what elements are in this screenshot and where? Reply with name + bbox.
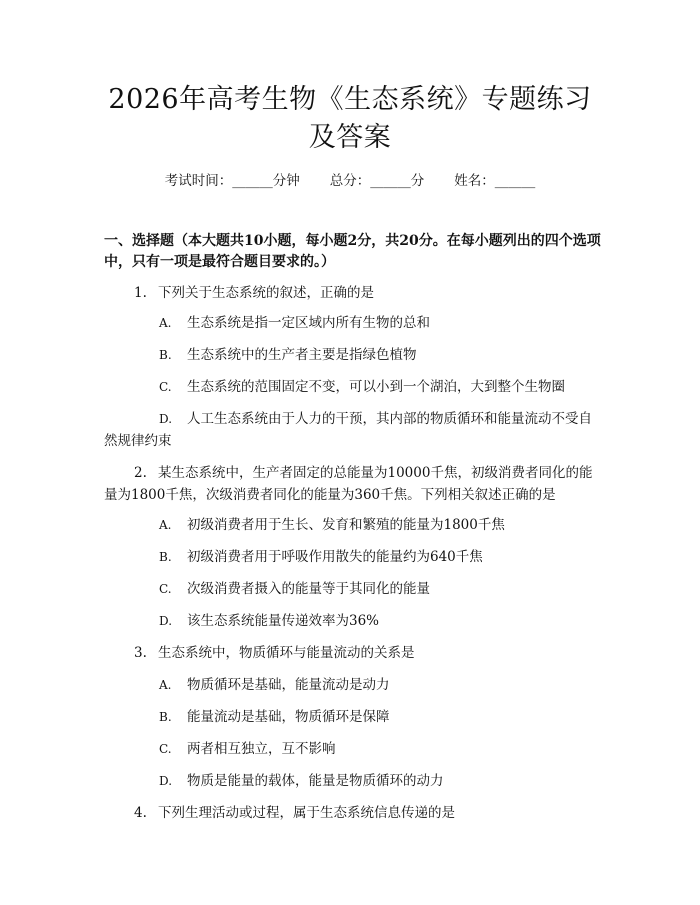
option-1b — [159, 344, 609, 366]
option-text: 初级消费者用于呼吸作用散失的能量约为640千焦 — [187, 549, 483, 565]
option-2d — [159, 610, 609, 632]
question-number: 4. — [134, 805, 147, 821]
option-label: C. — [159, 380, 172, 394]
exam-meta — [0, 169, 700, 189]
option-1c — [159, 376, 609, 398]
time-blank: ______ — [232, 173, 273, 189]
score-blank: ______ — [370, 173, 411, 189]
question-number: 3. — [134, 645, 147, 661]
page-title: 2026年高考生物《生态系统》专题练习及答案 — [108, 84, 592, 153]
option-label: C. — [159, 742, 172, 756]
question-4 — [104, 802, 604, 824]
option-3a — [159, 674, 609, 696]
option-label: A. — [159, 678, 172, 692]
option-3d — [159, 770, 609, 792]
question-1 — [104, 282, 604, 304]
option-3b — [159, 706, 609, 728]
option-label: D. — [159, 774, 173, 788]
option-text: 生态系统的范围固定不变，可以小到一个湖泊，大到整个生物圈 — [187, 379, 565, 395]
question-3 — [104, 642, 604, 664]
question-text: 某生态系统中，生产者固定的总能量为10000千焦，初级消费者同化的能量为1800千焦，次级消费者同化的能量为360千焦。下列相关叙述正确的是 — [104, 465, 593, 503]
option-2a — [159, 514, 609, 536]
option-text: 能量流动是基础，物质循环是保障 — [187, 709, 390, 725]
option-label: B. — [159, 348, 172, 362]
option-text: 初级消费者用于生长、发育和繁殖的能量为1800千焦 — [187, 517, 505, 533]
option-1d — [104, 408, 604, 452]
option-2b — [159, 546, 609, 568]
score-unit: 分 — [410, 173, 425, 189]
question-text: 下列关于生态系统的叙述，正确的是 — [158, 285, 374, 301]
section-heading: 一、选择题（本大题共10小题，每小题2分，共20分。在每小题列出的四个选项中，只有一项是最符合题目要求的。） — [104, 233, 601, 270]
option-label: C. — [159, 582, 172, 596]
option-label: A. — [159, 316, 172, 330]
question-2 — [104, 462, 604, 506]
option-text: 两者相互独立，互不影响 — [187, 741, 336, 757]
option-label: B. — [159, 710, 172, 724]
name-blank: ______ — [494, 173, 536, 189]
question-number: 1. — [134, 285, 147, 301]
question-text: 下列生理活动或过程，属于生态系统信息传递的是 — [158, 805, 455, 821]
question-text: 生态系统中，物质循环与能量流动的关系是 — [158, 645, 415, 661]
option-label: D. — [159, 412, 173, 426]
option-1a — [159, 312, 609, 334]
option-text: 人工生态系统由于人力的干预，其内部的物质循环和能量流动不受自然规律约束 — [104, 411, 592, 449]
option-text: 生态系统中的生产者主要是指绿色植物 — [187, 347, 417, 363]
question-number: 2. — [134, 465, 147, 481]
option-text: 生态系统是指一定区域内所有生物的总和 — [187, 315, 430, 331]
time-label: 考试时间： — [164, 173, 233, 189]
option-text: 物质循环是基础，能量流动是动力 — [187, 677, 390, 693]
option-text: 该生态系统能量传递效率为36% — [187, 613, 380, 629]
time-unit: 分钟 — [272, 173, 300, 189]
option-3c — [159, 738, 609, 760]
option-2c — [159, 578, 609, 600]
option-text: 次级消费者摄入的能量等于其同化的能量 — [187, 581, 430, 597]
option-label: A. — [159, 518, 172, 532]
score-label: 总分： — [329, 173, 371, 189]
name-label: 姓名： — [454, 173, 495, 189]
option-label: B. — [159, 550, 172, 564]
option-text: 物质是能量的载体，能量是物质循环的动力 — [187, 773, 444, 789]
option-label: D. — [159, 614, 173, 628]
